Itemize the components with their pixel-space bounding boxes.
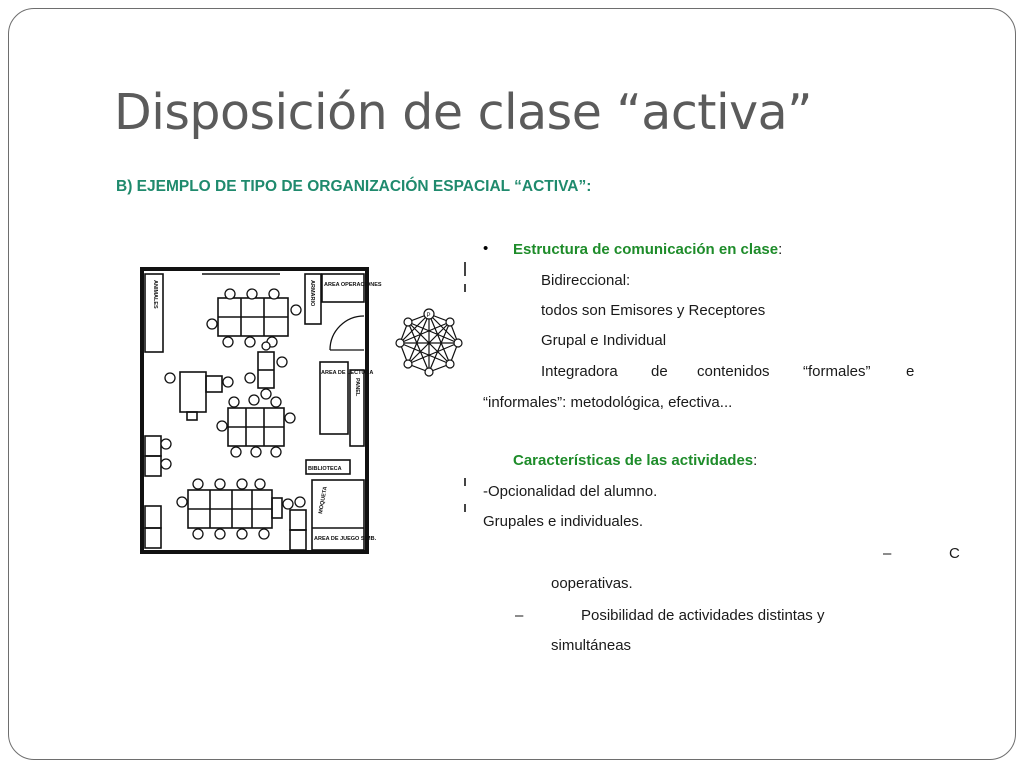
heading-activities-text: Características de las actividades	[513, 452, 754, 469]
plan-label-area-lectura: AREA DE LECTURA	[321, 370, 374, 376]
text-posibilidad: Posibilidad de actividades distintas y	[581, 607, 825, 624]
dash-mark: –	[883, 545, 892, 562]
text-informales: “informales”: metodológica, efectiva...	[483, 394, 733, 411]
edge-mark	[464, 478, 466, 486]
plan-label-area-juego: AREA DE JUEGO SIMB.	[314, 536, 377, 542]
word-e: e	[906, 363, 915, 380]
text-cooperativas: ooperativas.	[551, 575, 633, 592]
word-formales: “formales”	[803, 363, 871, 380]
dash-mark: –	[515, 607, 524, 624]
plan-label-armario: ARMARIO	[309, 280, 315, 307]
edge-mark	[464, 284, 466, 292]
text-opcionalidad: -Opcionalidad del alumno.	[483, 483, 658, 500]
classroom-floor-plan	[140, 266, 382, 556]
heading-activities-colon: :	[753, 452, 758, 469]
text-grupal-individual: Grupal e Individual	[541, 332, 667, 349]
word-integradora: Integradora	[541, 363, 618, 380]
edge-mark	[464, 504, 466, 512]
plan-label-biblioteca: BIBLIOTECA	[308, 466, 342, 472]
heading-activities	[513, 452, 757, 469]
heading-communication	[513, 241, 782, 258]
plan-teacher-desk	[180, 372, 206, 412]
word-de: de	[651, 363, 668, 380]
edge-mark	[464, 262, 466, 276]
text-bidireccional: Bidireccional:	[541, 272, 631, 289]
heading-communication-colon: :	[778, 241, 783, 258]
letter-c: C	[949, 545, 960, 562]
word-contenidos: contenidos	[697, 363, 770, 380]
bullet-icon: •	[483, 240, 489, 257]
text-simultaneas: simultáneas	[551, 637, 632, 654]
section-subtitle: B) EJEMPLO DE TIPO DE ORGANIZACIÓN ESPACIAL “ACTIVA”:	[116, 178, 592, 195]
plan-label-animales: ANIMALES	[152, 280, 158, 309]
plan-label-panel: PANEL	[354, 378, 360, 397]
plan-label-area-operaciones: AREA OPERACIONES	[324, 282, 382, 288]
text-grupales: Grupales e individuales.	[483, 513, 644, 530]
plan-area-operaciones	[322, 274, 364, 302]
plan-label-moqueta: MOQUETA	[318, 486, 329, 515]
slide-title: Disposición de clase “activa”	[114, 84, 813, 141]
network-center-label: P	[426, 313, 431, 319]
heading-communication-text: Estructura de comunicación en clase	[513, 241, 779, 258]
text-emisores-receptores: todos son Emisores y Receptores	[541, 302, 766, 319]
communication-network-diagram	[392, 306, 466, 380]
